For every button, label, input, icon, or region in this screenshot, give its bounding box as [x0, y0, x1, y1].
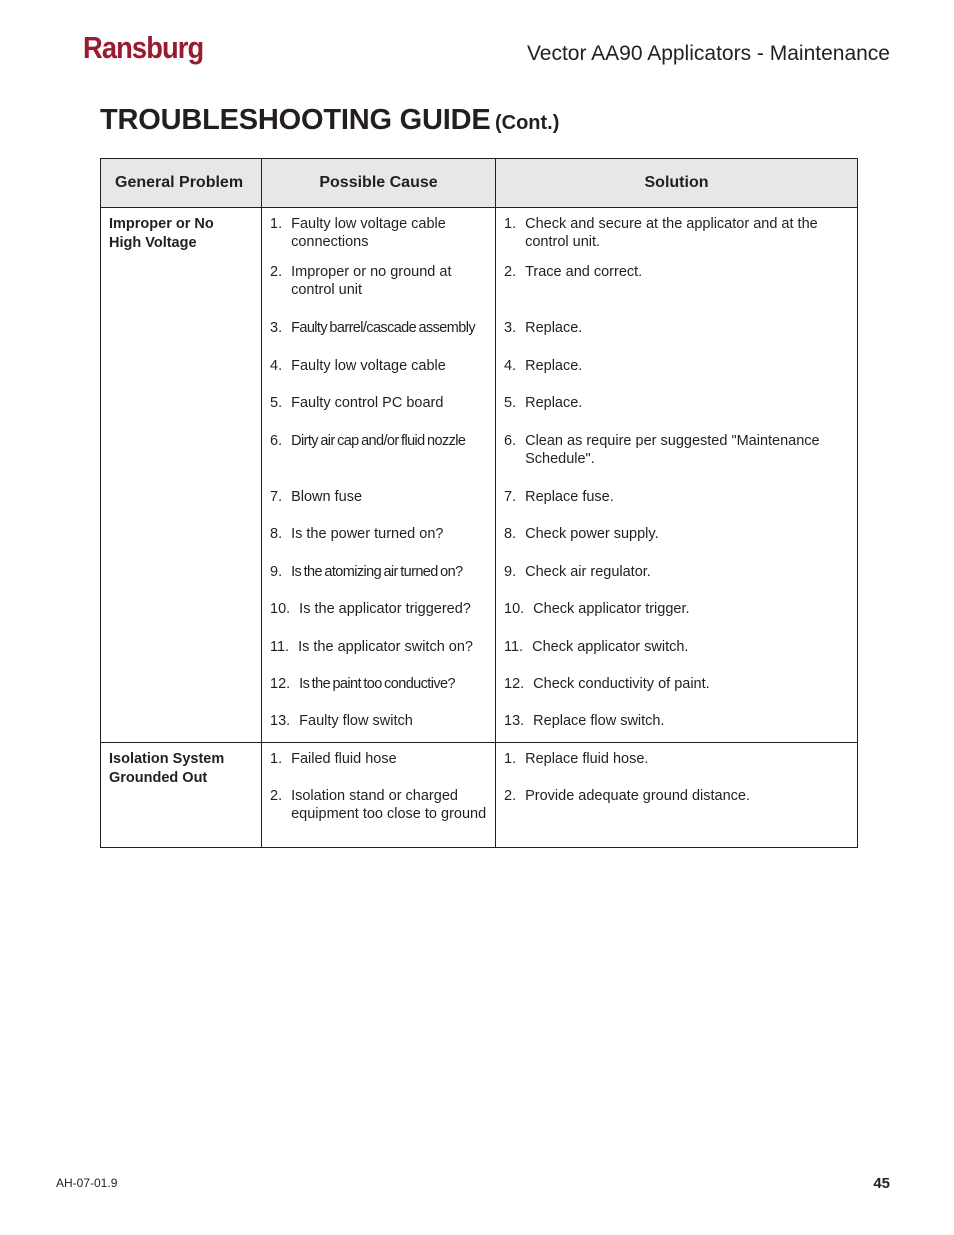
- list-item: 2. Isolation stand or charged equipment too close to ground: [270, 788, 487, 822]
- column-header-general-problem: General Problem: [101, 159, 262, 208]
- table-row-group-high-voltage: [101, 208, 858, 743]
- problem-label: Improper or No High Voltage: [109, 216, 214, 251]
- page-title-main: TROUBLESHOOTING GUIDE: [100, 104, 491, 136]
- table-row-group-isolation: [101, 743, 858, 848]
- list-item: 1. Check and secure at the applicator and at the control unit.: [504, 216, 818, 250]
- list-item: 1. Faulty low voltage cable connections: [270, 216, 446, 250]
- list-item: 7. Replace fuse.: [504, 489, 614, 505]
- list-item: 5. Faulty control PC board: [270, 395, 444, 411]
- problem-label: Isolation System Grounded Out: [109, 751, 225, 786]
- cause-cell: [262, 208, 496, 743]
- page-title: [100, 104, 559, 137]
- solution-cell: [496, 208, 858, 743]
- list-item: 1. Replace fluid hose.: [504, 751, 649, 767]
- list-item: 2. Improper or no ground at control unit: [270, 264, 452, 298]
- list-item: 11. Is the applicator switch on?: [270, 639, 473, 655]
- table-header-row: [101, 159, 858, 208]
- list-item: 12. Check conductivity of paint.: [504, 676, 710, 692]
- cause-cell: [262, 743, 496, 848]
- list-item: 3. Replace.: [504, 320, 583, 336]
- page-title-sub: (Cont.): [494, 112, 560, 134]
- list-item: 9. Is the atomizing air turned on?: [270, 564, 463, 580]
- list-item: 10. Is the applicator triggered?: [270, 601, 471, 617]
- list-item: 4. Replace.: [504, 358, 583, 374]
- list-item: 8. Is the power turned on?: [270, 526, 444, 542]
- column-header-possible-cause: Possible Cause: [262, 159, 496, 208]
- troubleshooting-table: [100, 158, 858, 848]
- list-item: 4. Faulty low voltage cable: [270, 358, 446, 374]
- list-item: 2. Provide adequate ground distance.: [504, 788, 751, 804]
- list-item: 6. Clean as require per suggested "Maintenance Schedule".: [504, 433, 820, 467]
- document-id: AH-07-01.9: [56, 1176, 118, 1190]
- list-item: 5. Replace.: [504, 395, 583, 411]
- list-item: 8. Check power supply.: [504, 526, 659, 542]
- document-header-title: Vector AA90 Applicators - Maintenance: [526, 42, 890, 65]
- list-item: 9. Check air regulator.: [504, 564, 651, 580]
- list-item: 3. Faulty barrel/cascade assembly: [270, 320, 475, 336]
- problem-cell: [101, 743, 262, 848]
- list-item: 13. Replace flow switch.: [504, 713, 665, 729]
- list-item: 10. Check applicator trigger.: [504, 601, 690, 617]
- list-item: 12. Is the paint too conductive?: [270, 676, 455, 692]
- list-item: 1. Failed fluid hose: [270, 751, 397, 767]
- list-item: 7. Blown fuse: [270, 489, 363, 505]
- column-header-solution: Solution: [496, 159, 858, 208]
- list-item: 13. Faulty flow switch: [270, 713, 413, 729]
- page-number: 45: [873, 1175, 890, 1192]
- list-item: 6. Dirty air cap and/or fluid nozzle: [270, 433, 466, 449]
- problem-cell: [101, 208, 262, 743]
- list-item: 2. Trace and correct.: [504, 264, 643, 280]
- ransburg-logo: Ransburg: [83, 30, 204, 65]
- solution-cell: [496, 743, 858, 848]
- list-item: 11. Check applicator switch.: [504, 639, 689, 655]
